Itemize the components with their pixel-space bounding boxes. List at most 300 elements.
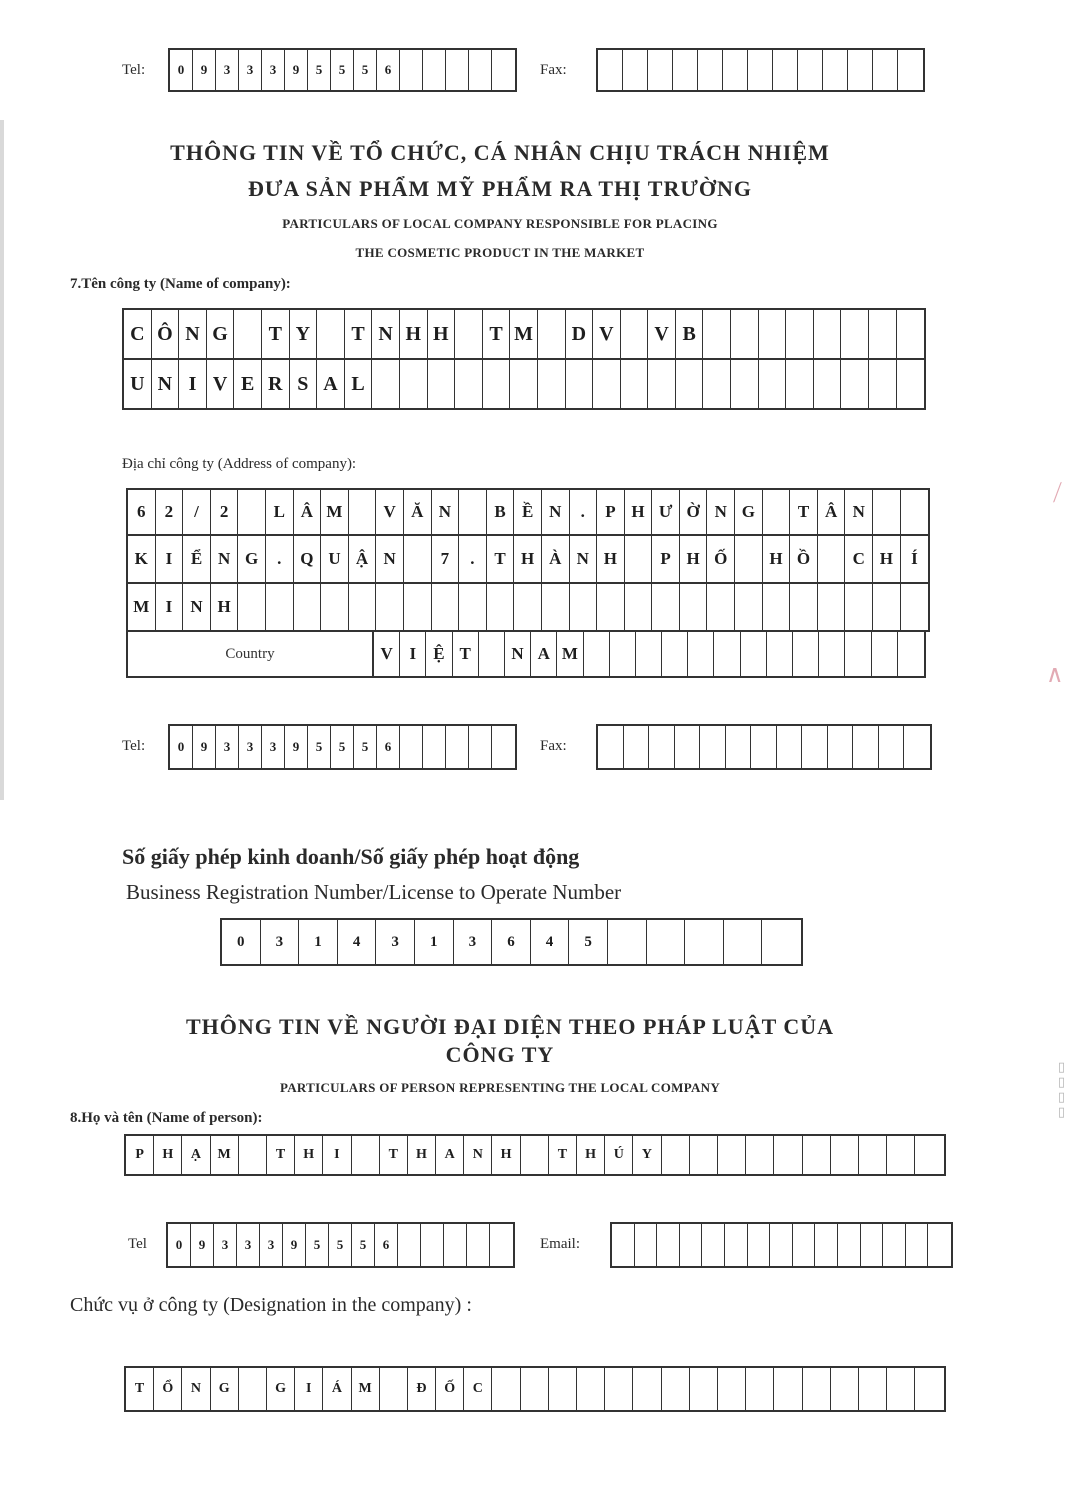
- char-cell: [657, 1224, 680, 1266]
- char-cell: [623, 50, 648, 90]
- char-cell: V: [207, 360, 235, 408]
- stamp-mark-bottom: ▯▯▯▯: [1055, 1060, 1070, 1120]
- person-email-label: Email:: [540, 1236, 580, 1252]
- char-cell: [873, 50, 898, 90]
- char-cell: Ă: [404, 490, 432, 534]
- char-cell: [793, 632, 819, 676]
- char-cell: Ố: [436, 1368, 464, 1410]
- char-cell: Í: [911, 549, 918, 568]
- char-cell: V: [374, 632, 400, 676]
- char-cell: [321, 584, 349, 630]
- char-cell: [898, 50, 923, 90]
- char-cell: Ư: [652, 490, 680, 534]
- char-cell: [714, 632, 740, 676]
- char-cell: V: [376, 490, 404, 534]
- char-cell: [455, 360, 483, 408]
- char-cell: 6: [492, 920, 531, 964]
- char-cell: N: [182, 1368, 210, 1410]
- char-cell: [823, 50, 848, 90]
- char-cell: [898, 632, 924, 676]
- char-cell: V: [593, 310, 621, 358]
- char-cell: [597, 584, 625, 630]
- char-cell: [577, 1368, 605, 1410]
- char-cell: Ạ: [182, 1136, 210, 1174]
- char-cell: [848, 50, 873, 90]
- char-cell: [859, 1368, 887, 1410]
- char-cell: [770, 1224, 793, 1266]
- char-cell: [487, 584, 515, 630]
- char-cell: [636, 632, 662, 676]
- char-cell: [725, 1224, 748, 1266]
- char-cell: .: [266, 536, 294, 582]
- char-cell: R: [262, 360, 290, 408]
- char-cell: H: [763, 536, 791, 582]
- char-cell: [266, 584, 294, 630]
- tel-label-mid: Tel:: [122, 738, 146, 754]
- char-cell: [676, 360, 704, 408]
- person-email-field[interactable]: [610, 1222, 953, 1268]
- char-cell: P: [597, 490, 625, 534]
- char-cell: N: [464, 1136, 492, 1174]
- char-cell: [652, 584, 680, 630]
- char-cell: H: [295, 1136, 323, 1174]
- char-cell: [492, 726, 515, 768]
- char-cell: N: [707, 490, 735, 534]
- char-cell: [803, 1368, 831, 1410]
- char-cell: 3: [262, 726, 285, 768]
- char-cell: [731, 310, 759, 358]
- char-cell: [707, 584, 735, 630]
- char-cell: [680, 584, 708, 630]
- char-cell: [887, 1368, 915, 1410]
- person-tel-field[interactable]: [166, 1222, 515, 1268]
- char-cell: [432, 584, 460, 630]
- char-cell: N: [179, 310, 207, 358]
- char-cell: T: [483, 310, 511, 358]
- char-cell: 6: [377, 50, 400, 90]
- char-cell: [521, 1368, 549, 1410]
- char-cell: G: [267, 1368, 295, 1410]
- char-cell: [831, 1136, 859, 1174]
- char-cell: H: [597, 536, 625, 582]
- char-cell: Ệ: [426, 632, 452, 676]
- char-cell: N: [432, 490, 460, 534]
- designation-field[interactable]: [124, 1366, 946, 1412]
- char-cell: [459, 584, 487, 630]
- char-cell: [897, 310, 925, 358]
- char-cell: [566, 360, 594, 408]
- char-cell: 1: [415, 920, 454, 964]
- char-cell: [467, 1224, 490, 1266]
- char-cell: [398, 1224, 421, 1266]
- char-cell: [724, 920, 763, 964]
- fax-field-mid[interactable]: [596, 724, 932, 770]
- char-cell: Á: [323, 1368, 351, 1410]
- char-cell: [901, 490, 929, 534]
- char-cell: [703, 360, 731, 408]
- char-cell: [647, 920, 686, 964]
- company-section-title-en-2: THE COSMETIC PRODUCT IN THE MARKET: [355, 245, 645, 260]
- char-cell: T: [487, 536, 515, 582]
- person-tel-label: Tel: [128, 1236, 147, 1252]
- company-name-row-1[interactable]: [122, 308, 926, 360]
- char-cell: C: [464, 1368, 492, 1410]
- char-cell: H: [577, 1136, 605, 1174]
- char-cell: [718, 1368, 746, 1410]
- char-cell: [625, 536, 653, 582]
- char-cell: [869, 310, 897, 358]
- person-section-title-vi-2: CÔNG TY: [445, 1042, 555, 1067]
- char-cell: T: [549, 1136, 577, 1174]
- char-cell: [763, 584, 791, 630]
- char-cell: [735, 584, 763, 630]
- char-cell: T: [790, 490, 818, 534]
- char-cell: /: [183, 490, 211, 534]
- char-cell: [873, 584, 901, 630]
- char-cell: [608, 920, 647, 964]
- char-cell: Ậ: [349, 536, 377, 582]
- char-cell: [633, 1368, 661, 1410]
- tel-label-top: Tel:: [122, 62, 146, 78]
- char-cell: G: [238, 536, 266, 582]
- char-cell: 3: [216, 50, 239, 90]
- char-cell: À: [542, 536, 570, 582]
- char-cell: [514, 584, 542, 630]
- char-cell: [759, 360, 787, 408]
- char-cell: Ề: [514, 490, 542, 534]
- char-cell: [349, 490, 377, 534]
- company-address-label: Địa chỉ công ty (Address of company):: [122, 456, 357, 472]
- char-cell: [841, 310, 869, 358]
- char-cell: I: [179, 360, 207, 408]
- char-cell: 3: [262, 50, 285, 90]
- char-cell: [490, 1224, 513, 1266]
- char-cell: T: [126, 1368, 154, 1410]
- char-cell: [662, 632, 688, 676]
- char-cell: [352, 1136, 380, 1174]
- char-cell: [593, 360, 621, 408]
- char-cell: D: [566, 310, 594, 358]
- char-cell: [446, 726, 469, 768]
- char-cell: [703, 310, 731, 358]
- char-cell: N: [376, 536, 404, 582]
- char-cell: H: [408, 1136, 436, 1174]
- char-cell: 9: [193, 726, 216, 768]
- char-cell: [662, 1368, 690, 1410]
- char-cell: [741, 632, 767, 676]
- license-number-field[interactable]: [220, 918, 803, 966]
- char-cell: [718, 1136, 746, 1174]
- char-cell: [598, 50, 623, 90]
- char-cell: [915, 1368, 943, 1410]
- char-cell: [421, 1224, 444, 1266]
- company-section-title-vi-1: THÔNG TIN VỀ TỔ CHỨC, CÁ NHÂN CHỊU TRÁCH NHIỆM: [170, 140, 830, 165]
- char-cell: I: [400, 632, 426, 676]
- char-cell: [400, 726, 423, 768]
- char-cell: 2: [156, 490, 184, 534]
- company-name-row-2[interactable]: [122, 358, 926, 410]
- char-cell: [680, 1224, 703, 1266]
- person-name-field[interactable]: [124, 1134, 946, 1176]
- char-cell: [380, 1368, 408, 1410]
- char-cell: Ô: [152, 310, 180, 358]
- char-cell: P: [652, 536, 680, 582]
- char-cell: [685, 920, 724, 964]
- char-cell: 3: [376, 920, 415, 964]
- company-address-row-1[interactable]: [126, 488, 930, 536]
- char-cell: N: [845, 490, 873, 534]
- char-cell: 5: [306, 1224, 329, 1266]
- char-cell: [818, 584, 846, 630]
- char-cell: 6: [128, 490, 156, 534]
- char-cell: [759, 310, 787, 358]
- char-cell: [624, 726, 650, 768]
- char-cell: [662, 1136, 690, 1174]
- char-cell: [762, 920, 801, 964]
- char-cell: G: [211, 1368, 239, 1410]
- char-cell: [731, 360, 759, 408]
- char-cell: G: [207, 310, 235, 358]
- char-cell: B: [487, 490, 515, 534]
- char-cell: [635, 1224, 658, 1266]
- char-cell: [238, 490, 266, 534]
- char-cell: N: [183, 584, 211, 630]
- char-cell: [831, 1368, 859, 1410]
- char-cell: .: [570, 490, 598, 534]
- char-cell: [845, 632, 871, 676]
- char-cell: 7: [432, 536, 460, 582]
- char-cell: 6: [375, 1224, 398, 1266]
- char-cell: I: [156, 536, 184, 582]
- char-cell: 4: [338, 920, 377, 964]
- char-cell: [372, 360, 400, 408]
- country-label: Country: [126, 630, 374, 678]
- char-cell: [605, 1368, 633, 1410]
- char-cell: [774, 1136, 802, 1174]
- char-cell: [483, 360, 511, 408]
- char-cell: [621, 310, 649, 358]
- char-cell: [688, 632, 714, 676]
- tel-field-top[interactable]: [168, 48, 517, 92]
- char-cell: Â: [818, 490, 846, 534]
- char-cell: [621, 360, 649, 408]
- char-cell: .: [459, 536, 487, 582]
- char-cell: E: [234, 360, 262, 408]
- char-cell: [404, 584, 432, 630]
- char-cell: [814, 360, 842, 408]
- char-cell: A: [317, 360, 345, 408]
- char-cell: 2: [211, 490, 239, 534]
- char-cell: 3: [239, 726, 262, 768]
- char-cell: [748, 50, 773, 90]
- char-cell: [423, 50, 446, 90]
- char-cell: M: [557, 632, 583, 676]
- char-cell: 3: [261, 920, 300, 964]
- char-cell: [815, 1224, 838, 1266]
- char-cell: [819, 632, 845, 676]
- char-cell: [400, 360, 428, 408]
- char-cell: L: [345, 360, 373, 408]
- char-cell: [423, 726, 446, 768]
- char-cell: N: [505, 632, 531, 676]
- char-cell: [869, 360, 897, 408]
- stamp-mark-mid: ∧: [1046, 662, 1064, 688]
- char-cell: [455, 310, 483, 358]
- fax-field-top[interactable]: [596, 48, 925, 92]
- person-name-label: 8.Họ và tên (Name of person):: [70, 1110, 263, 1126]
- char-cell: T: [380, 1136, 408, 1174]
- char-cell: N: [211, 536, 239, 582]
- char-cell: H: [211, 584, 239, 630]
- char-cell: [879, 726, 905, 768]
- char-cell: [828, 726, 854, 768]
- char-cell: 0: [170, 726, 193, 768]
- char-cell: [746, 1368, 774, 1410]
- char-cell: 0: [170, 50, 193, 90]
- char-cell: Ổ: [154, 1368, 182, 1410]
- char-cell: I: [295, 1368, 323, 1410]
- char-cell: 9: [283, 1224, 306, 1266]
- char-cell: 5: [331, 726, 354, 768]
- char-cell: [294, 584, 322, 630]
- char-cell: [774, 1368, 802, 1410]
- char-cell: P: [126, 1136, 154, 1174]
- char-cell: [234, 310, 262, 358]
- char-cell: H: [400, 310, 428, 358]
- char-cell: 3: [214, 1224, 237, 1266]
- char-cell: 6: [377, 726, 400, 768]
- fax-label-mid: Fax:: [540, 738, 567, 754]
- char-cell: [598, 726, 624, 768]
- char-cell: 5: [354, 50, 377, 90]
- company-address-row-3[interactable]: [126, 582, 930, 632]
- char-cell: 4: [531, 920, 570, 964]
- char-cell: 5: [308, 726, 331, 768]
- char-cell: V: [648, 310, 676, 358]
- char-cell: [786, 360, 814, 408]
- char-cell: [928, 1224, 951, 1266]
- char-cell: M: [128, 584, 156, 630]
- char-cell: [700, 726, 726, 768]
- char-cell: A: [531, 632, 557, 676]
- char-cell: 5: [308, 50, 331, 90]
- char-cell: 3: [216, 726, 239, 768]
- char-cell: [446, 50, 469, 90]
- char-cell: H: [680, 536, 708, 582]
- char-cell: T: [453, 632, 479, 676]
- char-cell: 5: [352, 1224, 375, 1266]
- char-cell: [549, 1368, 577, 1410]
- char-cell: [444, 1224, 467, 1266]
- char-cell: [897, 360, 925, 408]
- char-cell: [767, 632, 793, 676]
- designation-label: Chức vụ ở công ty (Designation in the company) :: [70, 1294, 472, 1316]
- char-cell: Q: [294, 536, 322, 582]
- char-cell: 9: [193, 50, 216, 90]
- char-cell: U: [321, 536, 349, 582]
- country-field[interactable]: [372, 630, 926, 678]
- char-cell: [690, 1368, 718, 1410]
- license-label-vi: Số giấy phép kinh doanh/Số giấy phép hoạt động: [122, 844, 580, 869]
- char-cell: [648, 360, 676, 408]
- char-cell: [469, 726, 492, 768]
- char-cell: [492, 50, 515, 90]
- char-cell: [521, 1136, 549, 1174]
- char-cell: [584, 632, 610, 676]
- char-cell: 5: [331, 50, 354, 90]
- char-cell: [735, 536, 763, 582]
- char-cell: [698, 50, 723, 90]
- char-cell: Ồ: [790, 536, 818, 582]
- char-cell: [901, 584, 929, 630]
- char-cell: [625, 584, 653, 630]
- char-cell: [798, 50, 823, 90]
- char-cell: [723, 50, 748, 90]
- char-cell: [861, 1224, 884, 1266]
- char-cell: [748, 1224, 771, 1266]
- char-cell: [859, 1136, 887, 1174]
- char-cell: [786, 310, 814, 358]
- char-cell: [612, 1224, 635, 1266]
- char-cell: Â: [294, 490, 322, 534]
- char-cell: M: [321, 490, 349, 534]
- char-cell: [726, 726, 752, 768]
- char-cell: [818, 536, 846, 582]
- char-cell: 9: [191, 1224, 214, 1266]
- char-cell: 9: [285, 50, 308, 90]
- char-cell: [702, 1224, 725, 1266]
- char-cell: [887, 1136, 915, 1174]
- char-cell: 5: [569, 920, 608, 964]
- char-cell: [841, 360, 869, 408]
- tel-field-mid[interactable]: [168, 724, 517, 770]
- char-cell: [649, 726, 675, 768]
- char-cell: T: [262, 310, 290, 358]
- char-cell: [510, 360, 538, 408]
- char-cell: [915, 1136, 943, 1174]
- char-cell: [802, 726, 828, 768]
- char-cell: 1: [299, 920, 338, 964]
- char-cell: [838, 1224, 861, 1266]
- char-cell: I: [323, 1136, 351, 1174]
- char-cell: [492, 1368, 520, 1410]
- char-cell: [538, 310, 566, 358]
- char-cell: [570, 584, 598, 630]
- char-cell: [906, 1224, 929, 1266]
- char-cell: T: [267, 1136, 295, 1174]
- char-cell: [751, 726, 777, 768]
- char-cell: [239, 1136, 267, 1174]
- char-cell: [845, 584, 873, 630]
- char-cell: [790, 584, 818, 630]
- char-cell: M: [352, 1368, 380, 1410]
- char-cell: N: [152, 360, 180, 408]
- company-address-row-2[interactable]: [126, 534, 930, 584]
- char-cell: Y: [633, 1136, 661, 1174]
- char-cell: [673, 50, 698, 90]
- char-cell: [428, 360, 456, 408]
- char-cell: M: [211, 1136, 239, 1174]
- char-cell: [479, 632, 505, 676]
- char-cell: 5: [354, 726, 377, 768]
- char-cell: [239, 1368, 267, 1410]
- char-cell: [883, 1224, 906, 1266]
- char-cell: [773, 50, 798, 90]
- char-cell: C: [124, 310, 152, 358]
- char-cell: U: [124, 360, 152, 408]
- char-cell: [690, 1136, 718, 1174]
- char-cell: [459, 490, 487, 534]
